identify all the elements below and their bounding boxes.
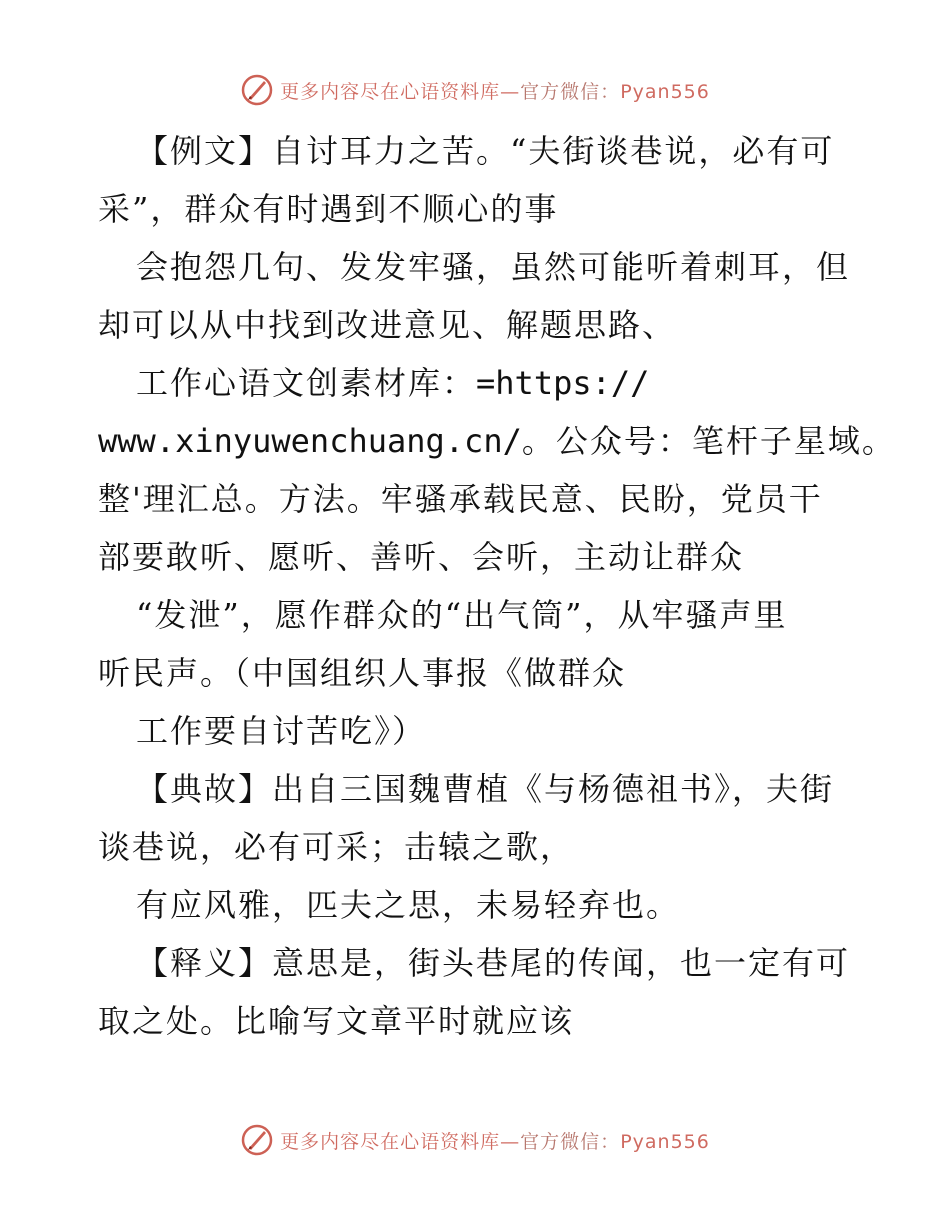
- watermark-label: 官方微信：: [520, 80, 621, 103]
- watermark-text: [280, 1127, 710, 1154]
- watermark-wechat-id: Pyan556: [620, 1130, 710, 1153]
- body-line: [98, 354, 858, 412]
- watermark-site: 更多内容尽在心语资料库: [280, 80, 501, 103]
- watermark-separator: —: [500, 80, 521, 103]
- body-line: 工作要自讨苦吃》）: [136, 712, 427, 750]
- header-watermark: [0, 70, 950, 110]
- body-line: 谈巷说，必有可采；击辕之歌，: [98, 828, 575, 866]
- quill-logo-icon: [240, 73, 274, 107]
- body-line: “发泄”，愿作群众的“出气筒”，从牢骚声里: [136, 596, 788, 634]
- url-fragment: =https://: [476, 364, 650, 402]
- body-line-part: 工作心语文创素材库：: [136, 364, 477, 402]
- body-line: 却可以从中找到改进意见、解题思路、: [98, 306, 677, 344]
- body-line: 听民声。（中国组织人事报《做群众: [98, 654, 627, 692]
- body-line: 有应风雅，匹夫之思，未易轻弃也。: [136, 886, 681, 924]
- body-line: [98, 412, 896, 470]
- watermark-text: [280, 77, 710, 104]
- document-body: [98, 122, 896, 1050]
- body-line-part: 。公众号：笔杆子星域。: [521, 422, 896, 460]
- quill-logo-icon: [240, 1123, 274, 1157]
- body-line: 部要敢听、愿听、善听、会听，主动让群众: [98, 538, 745, 576]
- watermark-label: 官方微信：: [520, 1130, 621, 1153]
- watermark-separator: —: [500, 1130, 521, 1153]
- watermark-wechat-id: Pyan556: [620, 80, 710, 103]
- body-line: 采”，群众有时遇到不顺心的事: [98, 190, 559, 228]
- body-line: 整'理汇总。方法。牢骚承载民意、民盼，党员干: [98, 480, 823, 518]
- body-line: 【释义】意思是，街头巷尾的传闻，也一定有可: [136, 944, 851, 982]
- watermark-site: 更多内容尽在心语资料库: [280, 1130, 501, 1153]
- url-fragment: www.xinyuwenchuang.cn/: [98, 422, 522, 460]
- footer-watermark: [0, 1120, 950, 1160]
- body-line: 取之处。比喻写文章平时就应该: [98, 1002, 575, 1040]
- body-line: 【典故】出自三国魏曹植《与杨德祖书》，夫街: [136, 770, 835, 808]
- body-line: 会抱怨几句、发发牢骚，虽然可能听着刺耳，但: [136, 248, 851, 286]
- body-line: 【例文】自讨耳力之苦。“夫街谈巷说，必有可: [136, 132, 835, 170]
